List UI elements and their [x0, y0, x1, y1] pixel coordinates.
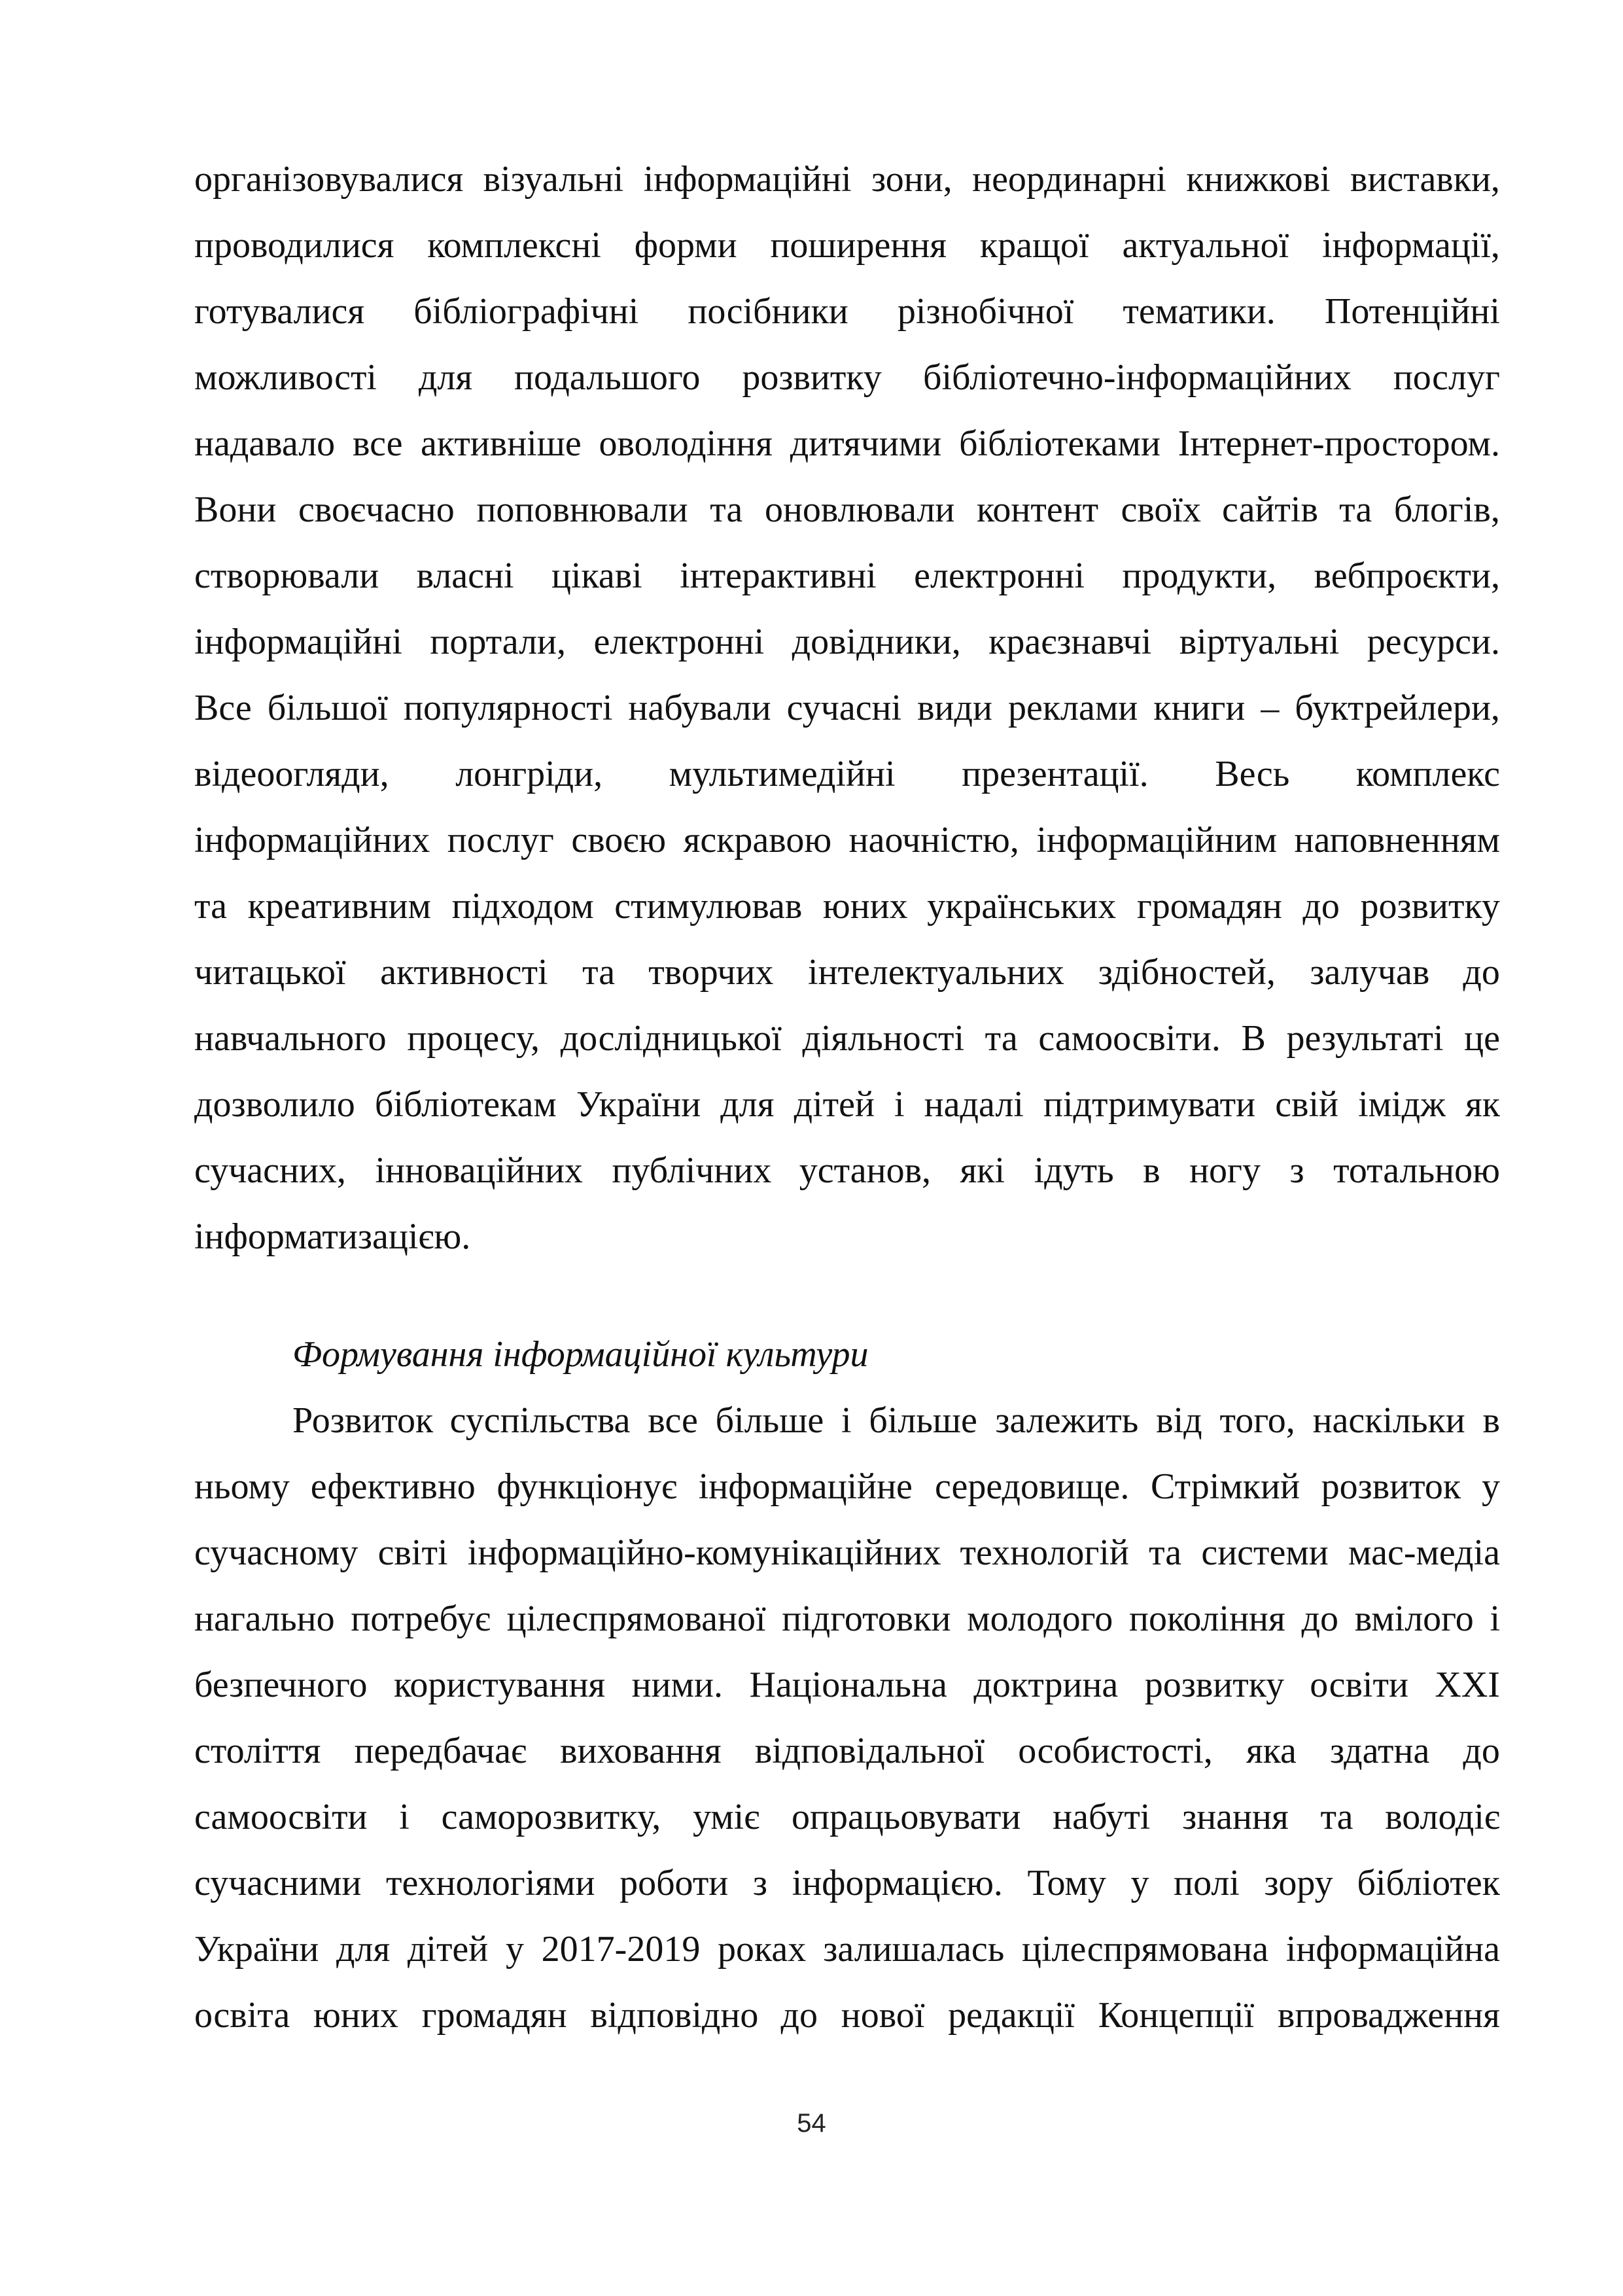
text-line: безпечного користування ними. Національна доктрина розвитку освіти XXI — [194, 1665, 1500, 1705]
text-line: освіта юних громадян відповідно до нової редакції Концепції впровадження — [194, 1995, 1500, 2036]
text-line: ньому ефективно функціонує інформаційне середовище. Стрімкий розвиток у — [194, 1466, 1500, 1507]
text-line: проводилися комплексні форми поширення кращої актуальної інформації, — [194, 225, 1500, 266]
text-line: інформатизацією. — [194, 1216, 471, 1257]
text-line: сучасному світі інформаційно-комунікаційних технологій та системи мас-медіа — [194, 1532, 1500, 1573]
text-line: сучасними технологіями роботи з інформацією. Тому у полі зору бібліотек — [194, 1863, 1500, 1903]
text-line: читацької активності та творчих інтелектуальних здібностей, залучав до — [194, 952, 1500, 993]
text-line: відеоогляди, лонгріди, мультимедійні презентації. Весь комплекс — [194, 754, 1500, 794]
text-line: століття передбачає виховання відповідальної особистості, яка здатна до — [194, 1731, 1500, 1771]
text-line: інформаційні портали, електронні довідники, краєзнавчі віртуальні ресурси. — [194, 622, 1500, 662]
text-line: надавало все активніше оволодіння дитячими бібліотеками Інтернет-простором. — [194, 423, 1500, 464]
text-line: Все більшої популярності набували сучасні види реклами книги – буктрейлери, — [194, 688, 1500, 728]
text-line: України для дітей у 2017-2019 роках залишалась цілеспрямована інформаційна — [194, 1929, 1500, 1969]
text-line: сучасних, інноваційних публічних установ, які ідуть в ногу з тотальною — [194, 1150, 1500, 1191]
text-line: нагально потребує цілеспрямованої підготовки молодого покоління до вмілого і — [194, 1598, 1500, 1639]
text-line: Розвиток суспільства все більше і більше залежить від того, наскільки в — [292, 1400, 1500, 1441]
text-line: та креативним підходом стимулював юних українських громадян до розвитку — [194, 886, 1500, 927]
text-line: дозволило бібліотекам України для дітей і надалі підтримувати свій імідж як — [194, 1084, 1500, 1125]
text-line: інформаційних послуг своєю яскравою наочністю, інформаційним наповненням — [194, 820, 1500, 860]
text-line: самоосвіти і саморозвитку, уміє опрацьовувати набуті знання та володіє — [194, 1797, 1500, 1837]
text-line: готувалися бібліографічні посібники різнобічної тематики. Потенційні — [194, 291, 1500, 332]
text-line: можливості для подальшого розвитку бібліотечно-інформаційних послуг — [194, 357, 1500, 398]
paragraph-continuation — [194, 147, 1500, 1270]
paragraph-body — [194, 1388, 1500, 2049]
text-line: навчального процесу, дослідницької діяльності та самоосвіти. В результаті це — [194, 1018, 1500, 1059]
text-line: Вони своєчасно поповнювали та оновлювали контент своїх сайтів та блогів, — [194, 489, 1500, 530]
text-line: організовувалися візуальні інформаційні зони, неординарні книжкові виставки, — [194, 159, 1500, 200]
text-line: створювали власні цікаві інтерактивні електронні продукти, вебпроєкти, — [194, 556, 1500, 596]
page-number: 54 — [797, 2109, 826, 2138]
section-heading: Формування інформаційної культури — [292, 1334, 869, 1375]
